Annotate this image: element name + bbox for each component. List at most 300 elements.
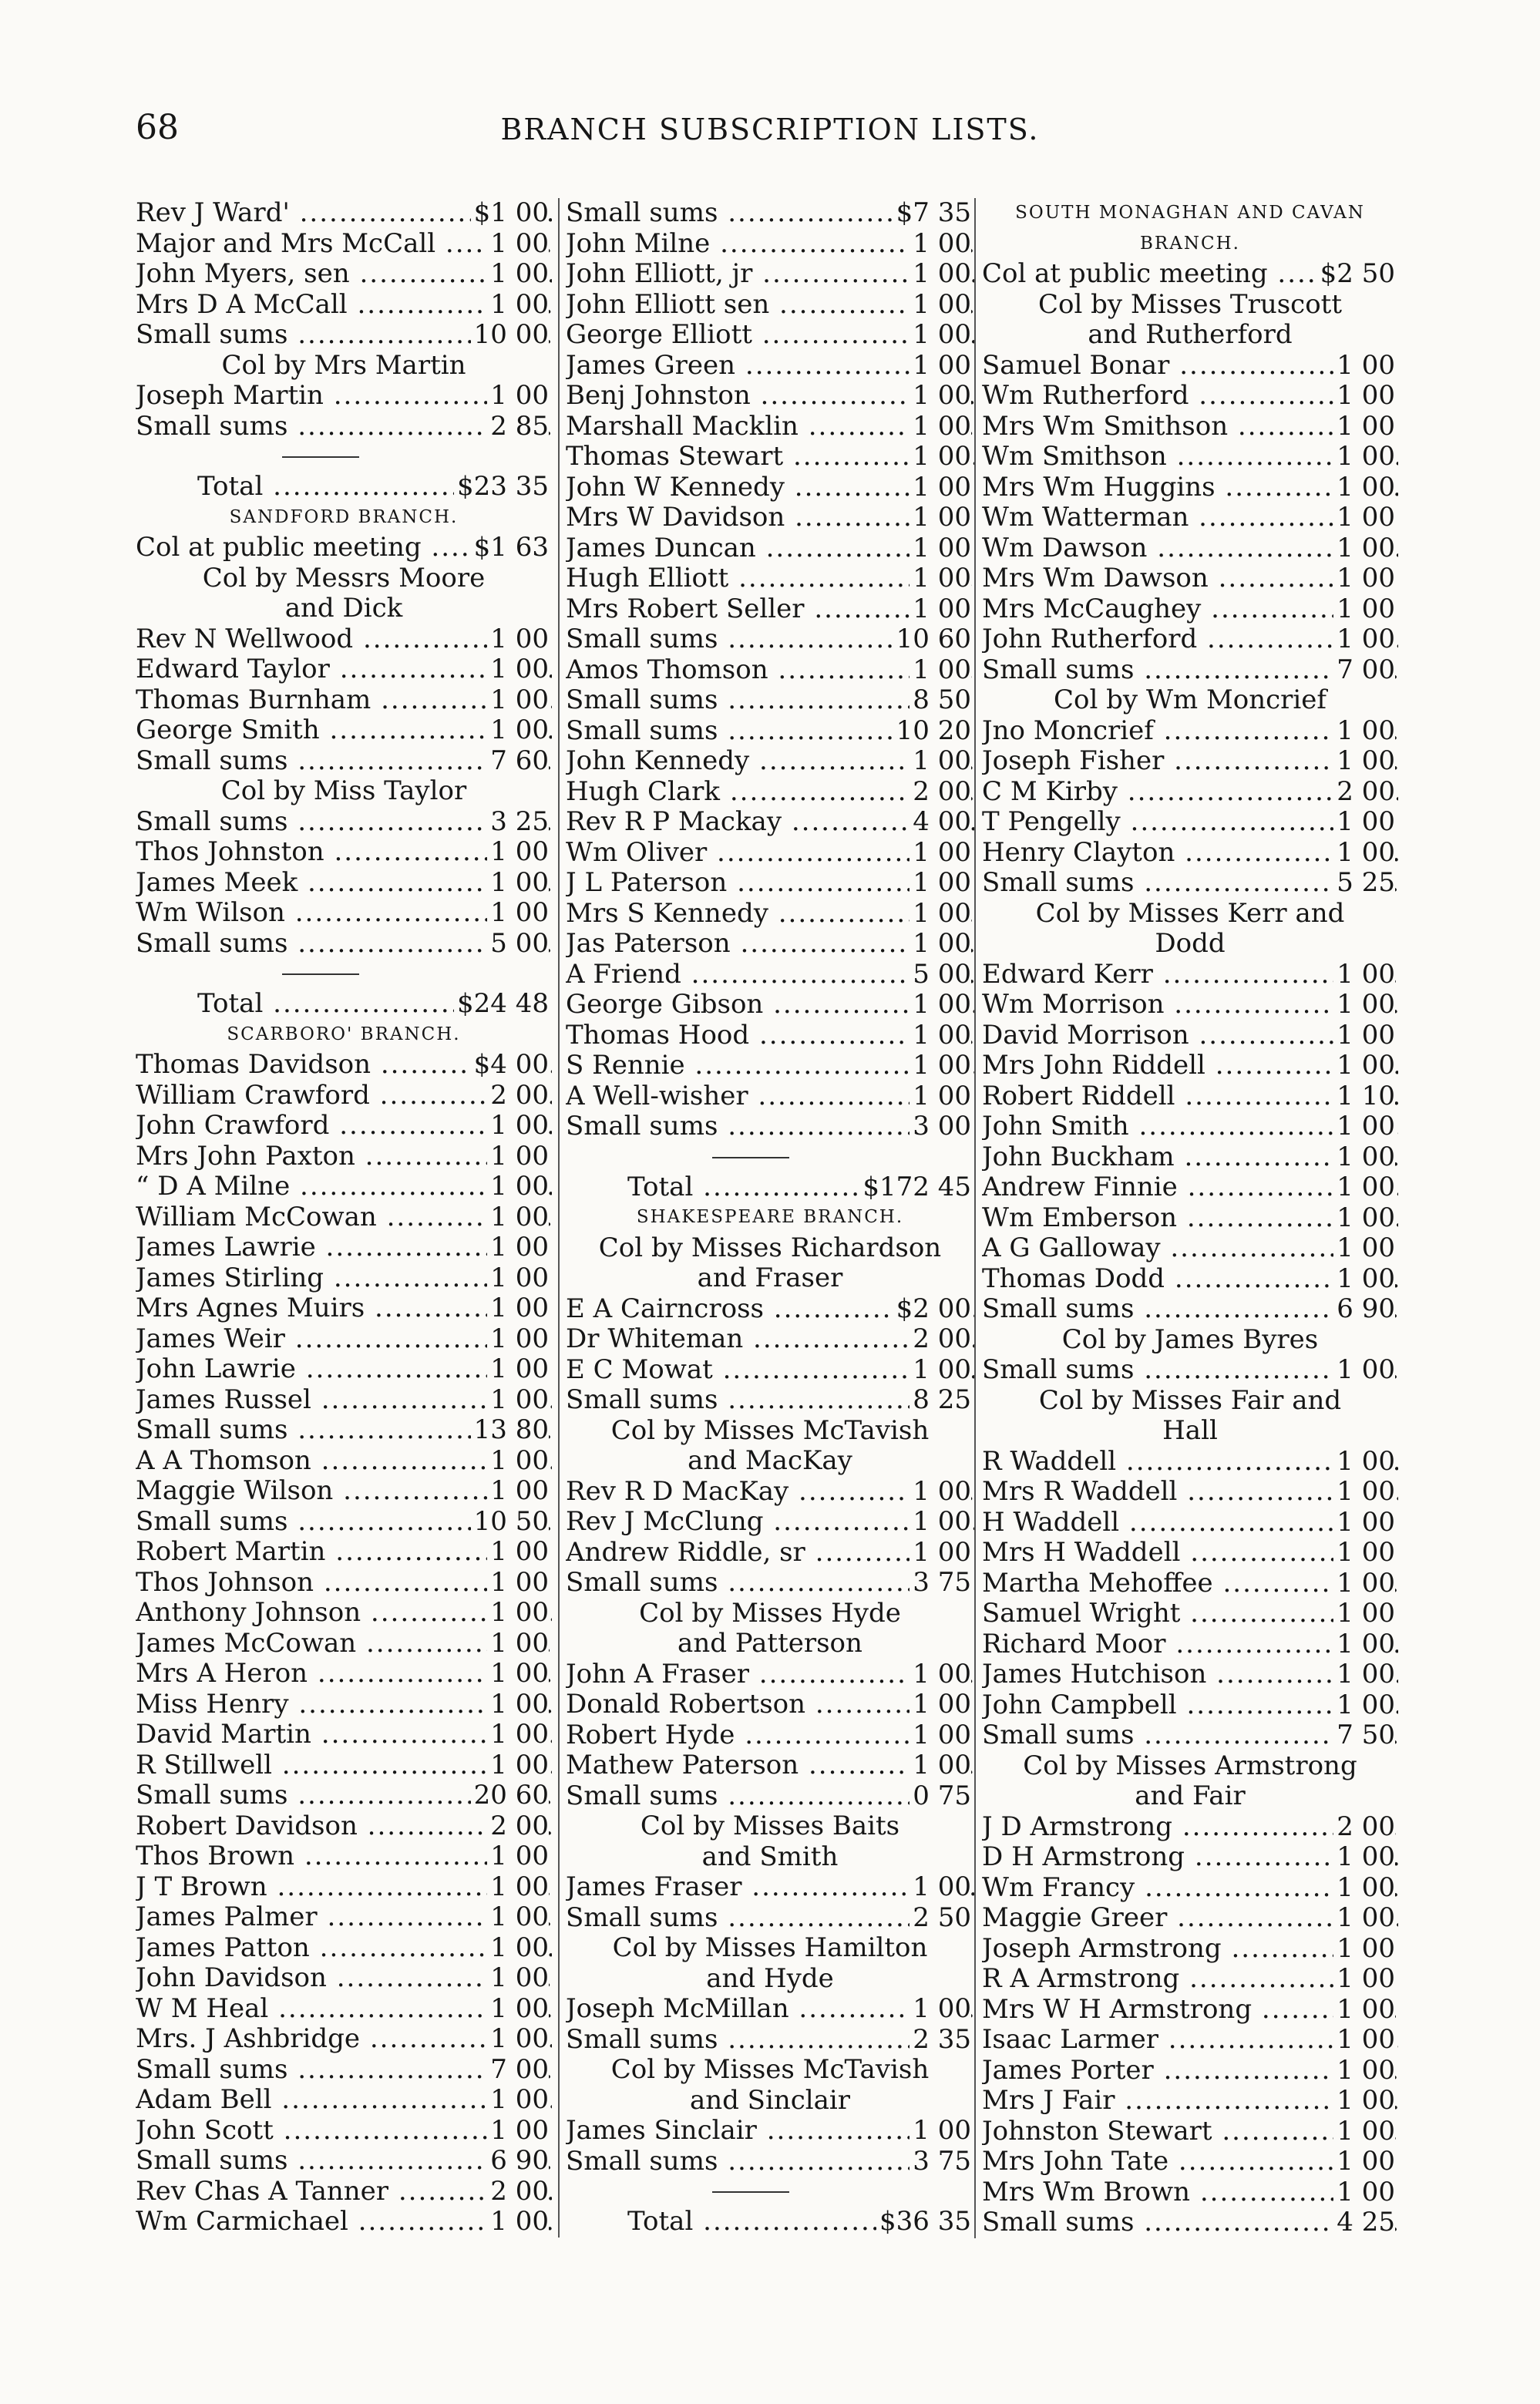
subscription-amount: 1 00 (1333, 594, 1395, 625)
subscriber-row (982, 2207, 1398, 2238)
subscription-amount: $4 00 (471, 1050, 549, 1081)
subscriber-name: Small sums ..... (136, 320, 552, 351)
subscriber-name: Mrs Wm Brown ..... (982, 2177, 1398, 2208)
subscription-amount: 2 85 (487, 412, 549, 442)
subscriber-row (566, 351, 974, 382)
subscription-amount: $1 63 (471, 533, 549, 563)
subscriber-row (136, 2116, 552, 2147)
subscriber-row (982, 1720, 1398, 1751)
subscription-amount: 1 00 (487, 1172, 549, 1202)
subscription-amount: 1 00 (910, 929, 971, 960)
subscriber-name: Richard Moor ..... (982, 1629, 1398, 1660)
subscriber-name: Small sums ..... (566, 2147, 974, 2177)
subscription-amount: 1 00 (1333, 2177, 1395, 2208)
subscriber-row (566, 259, 974, 290)
subscriber-row (982, 1903, 1398, 1934)
subscriber-name: John Elliott, jr ..... (566, 259, 974, 290)
subscriber-row (982, 1264, 1398, 1295)
subscriber-row (566, 533, 974, 564)
subscription-amount: $7 35 (893, 198, 971, 229)
subscriber-name: James Palmer ..... (136, 1902, 552, 1933)
subscriber-name: D H Armstrong ..... (982, 1842, 1398, 1873)
subscriber-name: Henry Clayton ..... (982, 838, 1398, 869)
subscriber-row (566, 563, 974, 594)
total-amount: $24 48 (454, 989, 549, 1020)
subscriber-name: Small sums ..... (136, 1415, 552, 1446)
subscription-amount: 10 00 (471, 320, 549, 351)
subscriber-name: John A Fraser ..... (566, 1659, 974, 1690)
subscriber-name: Robert Riddell ..... (982, 1081, 1398, 1112)
subscription-amount: 1 00 (1333, 807, 1395, 838)
subscription-amount: $2 00 (893, 1294, 971, 1325)
subscriber-name: Thomas Hood ..... (566, 1020, 974, 1051)
subscriber-row (136, 1872, 552, 1903)
subscriber-name: Rev Chas A Tanner ..... (136, 2177, 552, 2207)
subscriber-row (136, 654, 552, 685)
subscriber-name: Donald Robertson ..... (566, 1690, 974, 1720)
subscriber-row (566, 1720, 974, 1751)
subscriber-name: C M Kirby ..... (982, 777, 1398, 808)
subscriber-row (136, 1081, 552, 1111)
subscriber-row (566, 1903, 974, 1934)
subscription-amount: 1 00 (1333, 1142, 1395, 1173)
subscription-amount: 1 00 (487, 1385, 549, 1416)
collector-line: Col by Miss Taylor (220, 776, 467, 806)
subscription-amount: 1 00 (487, 1750, 549, 1781)
subscriber-row (982, 1355, 1398, 1386)
page-number: 68 (136, 108, 179, 147)
total-rule (712, 1157, 789, 1158)
subscription-amount: 1 00 (1333, 2147, 1395, 2177)
subscriber-row (136, 1659, 552, 1690)
subscriber-row (136, 1293, 552, 1324)
collector-line: Hall (1162, 1416, 1218, 1446)
subscriber-name: Wm Smithson ..... (982, 442, 1398, 472)
subscriber-row (136, 1172, 552, 1202)
subscriber-row (566, 2147, 974, 2177)
subscriber-name: Small sums ..... (566, 624, 974, 655)
subscriber-row (136, 1933, 552, 1964)
subscriber-name: Jas Paterson ..... (566, 929, 974, 960)
subscriber-name: Maggie Wilson ..... (136, 1476, 552, 1507)
subscriber-row (136, 320, 552, 351)
subscription-amount: 4 25 (1333, 2207, 1395, 2238)
subscriber-name: William Crawford ..... (136, 1081, 552, 1111)
collector-line: and Fair (1135, 1781, 1246, 1811)
subscriber-row (982, 1172, 1398, 1203)
subscription-amount: 5 25 (1333, 868, 1395, 899)
subscriber-name: James Weir ..... (136, 1324, 552, 1355)
subscription-amount: 1 00 (1333, 2025, 1395, 2056)
subscription-amount: 1 00 (910, 655, 971, 686)
subscription-amount: 2 00 (910, 777, 971, 808)
subscriber-row (136, 1324, 552, 1355)
subscriber-row (566, 685, 974, 716)
subscription-amount: 1 00 (487, 1446, 549, 1477)
collector-line: Col by Misses Truscott (1037, 289, 1343, 320)
subscriber-row (982, 472, 1398, 503)
subscriber-row (566, 868, 974, 899)
subscription-amount: 2 00 (1333, 777, 1395, 808)
subscription-amount: 1 00 (910, 1507, 971, 1538)
subscriber-name: Small sums ..... (136, 929, 552, 960)
subscription-amount: 2 00 (910, 1324, 971, 1355)
subscriber-name: James Stirling ..... (136, 1263, 552, 1294)
subscription-amount: 1 00 (1333, 533, 1395, 564)
subscriber-row (136, 1598, 552, 1629)
total-row (566, 1172, 974, 1203)
subscription-amount: 1 00 (1333, 1568, 1395, 1599)
subscription-amount: 1 00 (1333, 1264, 1395, 1295)
subscriber-row (982, 960, 1398, 990)
subscriber-row (566, 1750, 974, 1781)
subscription-amount: 1 00 (1333, 1447, 1395, 1478)
subscription-amount: 1 00 (1333, 563, 1395, 594)
subscription-amount: 1 00 (487, 1232, 549, 1263)
subscription-amount: 0 75 (910, 1781, 971, 1812)
subscription-amount: 1 00 (487, 1933, 549, 1964)
subscriber-name: Rev J Ward' ..... (136, 198, 552, 229)
subscriber-name: Marshall Macklin ..... (566, 412, 974, 442)
subscriber-row (982, 503, 1398, 533)
subscriber-name: Small sums ..... (566, 198, 974, 229)
subscription-amount: 1 00 (910, 899, 971, 930)
subscriber-name: Thomas Davidson ..... (136, 1050, 552, 1081)
subscriber-name: Small sums ..... (566, 716, 974, 747)
subscriber-row (136, 1263, 552, 1294)
subscriber-row (982, 1934, 1398, 1965)
subscriber-row (566, 1111, 974, 1142)
subscriber-name: Joseph McMillan ..... (566, 1994, 974, 2025)
subscriber-name: James Patton ..... (136, 1933, 552, 1964)
subscriber-row (136, 412, 552, 442)
page-header (0, 108, 1540, 154)
subscriber-name: Edward Kerr ..... (982, 960, 1398, 990)
subscriber-name: Maggie Greer ..... (982, 1903, 1398, 1934)
subscriber-row (566, 2025, 974, 2056)
subscriber-row (566, 290, 974, 321)
subscriber-name: William McCowan ..... (136, 1202, 552, 1233)
subscriber-row (566, 899, 974, 930)
subscriber-name: Thos Johnson ..... (136, 1568, 552, 1599)
subscription-amount: 1 00 (910, 1750, 971, 1781)
subscriber-name: Amos Thomson ..... (566, 655, 974, 686)
subscriber-name: Joseph Martin ..... (136, 381, 552, 412)
subscriber-name: George Smith ..... (136, 715, 552, 746)
subscriber-row (982, 1659, 1398, 1690)
subscriber-row (136, 1811, 552, 1842)
subscriber-name: Robert Davidson ..... (136, 1811, 552, 1842)
subscriber-row (566, 1568, 974, 1599)
subscriber-name: John Myers, sen ..... (136, 259, 552, 290)
subscriber-row (982, 259, 1398, 290)
subscriber-name: John Buckham ..... (982, 1142, 1398, 1173)
subscriber-name: James Sinclair ..... (566, 2116, 974, 2147)
subscriber-name: John Crawford ..... (136, 1111, 552, 1141)
subscriber-row (982, 2025, 1398, 2056)
branch-heading: SHAKESPEARE BRANCH. (636, 1207, 904, 1227)
subscriber-name: David Martin ..... (136, 1720, 552, 1750)
subscription-amount: 1 00 (910, 412, 971, 442)
subscription-amount: 1 00 (1333, 2056, 1395, 2086)
subscription-amount: 1 00 (1333, 960, 1395, 990)
subscriber-name: Wm Morrison ..... (982, 990, 1398, 1020)
subscriber-name: George Elliott ..... (566, 320, 974, 351)
subscriber-row (136, 1476, 552, 1507)
total-row (566, 2207, 974, 2238)
subscription-amount: 1 00 (1333, 1477, 1395, 1508)
subscriber-name: James McCowan ..... (136, 1629, 552, 1659)
subscription-amount: 1 00 (910, 533, 971, 564)
subscription-amount: 1 00 (1333, 351, 1395, 382)
subscriber-name: Thomas Stewart ..... (566, 442, 974, 472)
subscription-amount: 1 00 (1333, 1508, 1395, 1538)
subscription-amount: 1 00 (487, 2116, 549, 2147)
subscriber-row (982, 1629, 1398, 1660)
subscription-amount: 1 00 (1333, 1873, 1395, 1904)
subscriber-name: Small sums ..... (136, 2055, 552, 2086)
branch-heading: SANDFORD BRANCH. (229, 506, 459, 527)
subscriber-row (566, 1477, 974, 1508)
subscriber-name: Samuel Bonar ..... (982, 351, 1398, 382)
subscriber-row (982, 1568, 1398, 1599)
subscriber-row (136, 929, 552, 960)
subscriber-name: Small sums ..... (982, 2207, 1398, 2238)
subscriber-row (982, 2177, 1398, 2208)
subscriber-row (136, 198, 552, 229)
subscription-amount: 1 00 (487, 1202, 549, 1233)
subscriber-row (982, 2147, 1398, 2177)
subscriber-name: James Green ..... (566, 351, 974, 382)
subscriber-row (566, 807, 974, 838)
subscription-amount: 1 00 (910, 442, 971, 472)
subscriber-name: Major and Mrs McCall ..... (136, 229, 552, 260)
subscriber-row (982, 1233, 1398, 1264)
subscriber-name: Thomas Dodd ..... (982, 1264, 1398, 1295)
subscription-amount: 1 00 (910, 381, 971, 412)
subscriber-row (136, 290, 552, 321)
subscriber-name: Isaac Larmer ..... (982, 2025, 1398, 2056)
subscription-amount: 1 00 (487, 290, 549, 321)
subscriber-name: Small sums ..... (982, 655, 1398, 686)
subscriber-name: Joseph Armstrong ..... (982, 1934, 1398, 1965)
subscriber-row (982, 868, 1398, 899)
subscription-amount: 1 00 (487, 259, 549, 290)
subscriber-row (566, 1538, 974, 1568)
subscriber-name: Thos Brown ..... (136, 1841, 552, 1872)
subscriber-name: H Waddell ..... (982, 1508, 1398, 1538)
subscriber-row (982, 1599, 1398, 1629)
column-2 (558, 198, 974, 2238)
collector-line: Col by Misses Hamilton (612, 1933, 928, 1963)
subscriber-row (566, 1355, 974, 1386)
total-label: Total ..... (627, 2207, 890, 2238)
subscriber-name: Mrs Agnes Muirs ..... (136, 1293, 552, 1324)
subscriber-name: Mrs Wm Huggins ..... (982, 472, 1398, 503)
subscription-amount: 1 00 (910, 1690, 971, 1720)
subscriber-name: S Rennie ..... (566, 1051, 974, 1081)
subscriber-name: Wm Francy ..... (982, 1873, 1398, 1904)
subscriber-row (136, 1568, 552, 1599)
subscriber-name: Jno Moncrief ..... (982, 716, 1398, 747)
subscription-amount: 1 00 (487, 1293, 549, 1324)
subscriber-row (136, 1202, 552, 1233)
collector-line: Dodd (1155, 929, 1226, 959)
subscriber-row (136, 2207, 552, 2238)
subscription-amount: 1 00 (487, 1659, 549, 1690)
column-3 (974, 198, 1398, 2238)
subscriber-row (566, 381, 974, 412)
subscription-amount: 5 00 (487, 929, 549, 960)
subscription-amount: 1 00 (910, 1720, 971, 1751)
subscriber-row (136, 624, 552, 655)
subscriber-name: Small sums ..... (566, 1781, 974, 1812)
subscriber-row (136, 533, 552, 563)
subscriber-name: Andrew Riddle, sr ..... (566, 1538, 974, 1568)
collector-line: Col by Misses Baits (640, 1811, 900, 1841)
subscriber-name: Andrew Finnie ..... (982, 1172, 1398, 1203)
subscription-amount: 1 00 (487, 1994, 549, 2025)
subscriber-row (982, 1538, 1398, 1568)
subscription-amount: 1 00 (487, 868, 549, 899)
subscriber-row (136, 2146, 552, 2177)
collector-line: Col by Misses Hyde (639, 1598, 901, 1629)
subscriber-row (566, 838, 974, 869)
subscription-amount: 1 00 (910, 229, 971, 260)
subscription-amount: 1 00 (910, 320, 971, 351)
subscriber-name: Benj Johnston ..... (566, 381, 974, 412)
subscription-amount: 1 00 (1333, 1964, 1395, 1995)
subscriber-row (566, 1051, 974, 1081)
subscription-amount: 3 75 (910, 2147, 971, 2177)
subscriber-row (982, 533, 1398, 564)
subscriber-row (982, 1051, 1398, 1081)
subscriber-row (982, 1447, 1398, 1478)
subscriber-name: Anthony Johnson ..... (136, 1598, 552, 1629)
subscriber-row (136, 1446, 552, 1477)
subscription-amount: 1 00 (487, 1111, 549, 1141)
subscription-amount: 1 00 (487, 1476, 549, 1507)
subscriber-row (566, 472, 974, 503)
subscriber-name: E A Cairncross ..... (566, 1294, 974, 1325)
subscription-amount: 1 00 (910, 503, 971, 533)
subscriber-row (566, 960, 974, 990)
subscriber-row (136, 807, 552, 838)
total-label: Total ..... (197, 472, 460, 503)
subscription-amount: 1 00 (487, 2024, 549, 2055)
subscription-amount: 1 00 (910, 1051, 971, 1081)
subscription-amount: 1 00 (1333, 1233, 1395, 1264)
collector-line: Col by Messrs Moore (202, 563, 486, 593)
subscription-amount: 1 00 (1333, 1903, 1395, 1934)
subscriber-row (566, 1324, 974, 1355)
subscriber-row (136, 1994, 552, 2025)
subscription-amount: 1 00 (1333, 1934, 1395, 1965)
subscriber-row (982, 1964, 1398, 1995)
subscription-amount: 1 00 (1333, 1629, 1395, 1660)
subscription-amount: 1 00 (910, 1020, 971, 1051)
total-amount: $23 35 (454, 472, 549, 503)
subscriber-row (566, 716, 974, 747)
subscription-amount: 2 00 (1333, 1812, 1395, 1843)
collector-line: Col by Misses Richardson (598, 1232, 942, 1263)
subscriber-row (982, 1081, 1398, 1112)
subscriber-name: W M Heal ..... (136, 1994, 552, 2025)
subscriber-row (982, 1477, 1398, 1508)
collector-line: Col by Misses Armstrong (1023, 1750, 1357, 1781)
subscription-amount: 1 00 (1333, 624, 1395, 655)
subscriber-name: Mrs W H Armstrong ..... (982, 1995, 1398, 2026)
subscriber-row (566, 990, 974, 1020)
subscription-amount: 1 00 (910, 290, 971, 321)
subscription-amount: 1 00 (487, 624, 549, 655)
subscriber-name: Mrs John Riddell ..... (982, 1051, 1398, 1081)
subscriber-name: Mrs Wm Smithson ..... (982, 412, 1398, 442)
subscription-amount: 1 00 (487, 685, 549, 716)
subscriber-name: Small sums ..... (566, 2025, 974, 2056)
subscriber-row (566, 1659, 974, 1690)
subscription-amount: 1 10 (1333, 1081, 1395, 1112)
subscription-amount: 1 00 (910, 868, 971, 899)
subscription-amount: 10 60 (893, 624, 971, 655)
subscriber-row (136, 1720, 552, 1750)
subscriber-name: John Davidson ..... (136, 1963, 552, 1994)
subscriber-row (566, 503, 974, 533)
subscription-amount: 1 00 (487, 654, 549, 685)
subscriber-row (566, 1994, 974, 2025)
branch-heading: SCARBORO' BRANCH. (227, 1024, 461, 1044)
subscriber-name: E C Mowat ..... (566, 1355, 974, 1386)
subscription-amount: 1 00 (487, 1537, 549, 1568)
subscriber-name: R A Armstrong ..... (982, 1964, 1398, 1995)
subscriber-name: Rev R D MacKay ..... (566, 1477, 974, 1508)
subscriber-name: John Lawrie ..... (136, 1354, 552, 1385)
subscriber-name: Mrs S Kennedy ..... (566, 899, 974, 930)
subscriber-row (136, 1141, 552, 1172)
subscriber-name: John Kennedy ..... (566, 746, 974, 777)
subscriber-name: Wm Watterman ..... (982, 503, 1398, 533)
total-rule (712, 2191, 789, 2193)
subscription-amount: 1 00 (1333, 412, 1395, 442)
subscription-amount: 2 50 (910, 1903, 971, 1934)
subscriber-row (982, 746, 1398, 777)
subscriber-row (136, 1902, 552, 1933)
subscription-amount: 1 00 (487, 1690, 549, 1720)
subscription-amount: 8 25 (910, 1385, 971, 1416)
subscription-amount: 1 00 (487, 2207, 549, 2238)
subscriber-row (982, 442, 1398, 472)
subscriber-row (566, 594, 974, 625)
subscriber-row (136, 2055, 552, 2086)
subscriber-name: Wm Rutherford ..... (982, 381, 1398, 412)
subscriber-name: J L Paterson ..... (566, 868, 974, 899)
subscriber-name: James Lawrie ..... (136, 1232, 552, 1263)
subscriber-name: Wm Wilson ..... (136, 898, 552, 929)
subscriber-name: Johnston Stewart ..... (982, 2117, 1398, 2147)
subscriber-name: Col at public meeting ..... (136, 533, 552, 563)
subscriber-row (136, 1232, 552, 1263)
subscription-amount: 1 00 (910, 1538, 971, 1568)
subscriber-row (982, 777, 1398, 808)
subscription-amount: 7 60 (487, 746, 549, 777)
subscriber-row (136, 2085, 552, 2116)
subscriber-name: George Gibson ..... (566, 990, 974, 1020)
subscriber-row (566, 1294, 974, 1325)
subscriber-name: Small sums ..... (566, 1111, 974, 1142)
subscription-amount: 1 00 (487, 381, 549, 412)
subscription-amount: 7 50 (1333, 1720, 1395, 1751)
subscriber-row (982, 412, 1398, 442)
